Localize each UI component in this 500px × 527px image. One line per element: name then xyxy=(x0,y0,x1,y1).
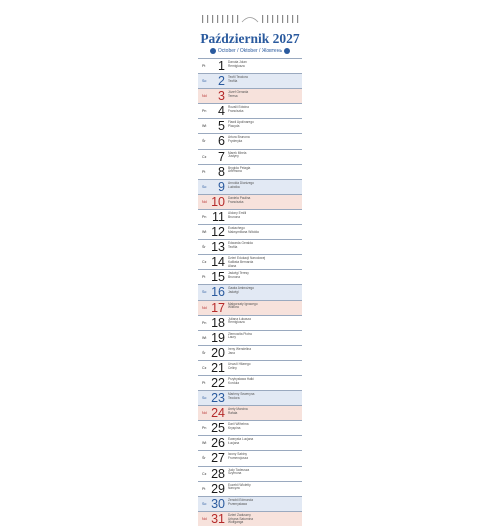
name-days xyxy=(228,182,254,190)
name-day-line: Darii Wilhelma xyxy=(228,422,249,427)
name-days xyxy=(228,303,258,311)
day-of-week: Pn xyxy=(202,320,207,325)
next-month-icon xyxy=(284,48,290,54)
day-row xyxy=(198,466,302,481)
day-number: 25 xyxy=(211,421,225,436)
day-number: 28 xyxy=(211,466,225,481)
name-days xyxy=(228,514,253,525)
day-row xyxy=(198,375,302,390)
name-day-line: Wiktora xyxy=(228,305,239,310)
day-of-week: Śr xyxy=(202,456,206,461)
day-of-week: Śr xyxy=(202,139,206,144)
name-day-line: Euzebii Wioletty xyxy=(228,482,251,487)
day-row xyxy=(198,194,302,209)
day-number: 12 xyxy=(211,225,225,240)
day-row xyxy=(198,179,302,194)
day-number: 22 xyxy=(211,375,225,390)
name-day-line: Flawii Apolinarego xyxy=(228,120,254,125)
name-day-line: Kordula xyxy=(228,380,239,385)
name-days xyxy=(228,423,249,431)
day-of-week: Nd xyxy=(202,516,207,521)
month-translations: October / Oktober / Жовтень xyxy=(217,48,283,54)
name-day-line: Teofil Teodora xyxy=(228,75,248,80)
name-day-line: Łucjana xyxy=(228,441,240,446)
name-days xyxy=(228,469,249,477)
day-of-week: Pt xyxy=(202,486,206,491)
name-day-line: Teresa xyxy=(228,93,238,98)
day-of-week: Wt xyxy=(202,124,207,129)
spiral-coil xyxy=(217,15,218,23)
name-day-line: Remigiusza xyxy=(228,63,245,68)
day-row xyxy=(198,360,302,375)
day-of-week: Pn xyxy=(202,109,207,114)
day-row xyxy=(198,330,302,345)
day-row xyxy=(198,315,302,330)
spiral-coil xyxy=(232,15,233,23)
name-day-line: Justyny xyxy=(228,154,239,159)
spiral-coil xyxy=(277,15,278,23)
name-days xyxy=(228,393,254,401)
name-day-line: Frumencjusza xyxy=(228,456,249,461)
day-row xyxy=(198,149,302,164)
name-day-line: Placyda xyxy=(228,124,240,129)
name-day-line: Małgorzaty Ignacego xyxy=(228,301,258,306)
name-days xyxy=(228,272,249,280)
name-day-line: Daniela Paulina xyxy=(228,195,251,200)
name-day-line: Jadwigi xyxy=(228,290,239,295)
day-number: 19 xyxy=(211,330,225,345)
name-days xyxy=(228,167,250,175)
day-row xyxy=(198,450,302,465)
day-of-week: Wt xyxy=(202,441,207,446)
day-of-week: Wt xyxy=(202,230,207,235)
name-day-line: Kryspina xyxy=(228,426,241,431)
name-days xyxy=(228,91,248,99)
name-days xyxy=(228,408,248,416)
day-row xyxy=(198,284,302,299)
name-day-line: Gawła Ambrożego xyxy=(228,286,255,291)
name-day-line: Franciszka xyxy=(228,199,244,204)
day-number: 13 xyxy=(211,240,225,255)
name-day-line: Przybysława Halki xyxy=(228,376,254,381)
day-of-week: Śr xyxy=(202,245,206,250)
name-day-line: Marleny Seweryna xyxy=(228,392,255,397)
day-of-week: Nd xyxy=(202,411,207,416)
name-days xyxy=(228,61,247,69)
name-day-line: Arety Marcina xyxy=(228,407,248,412)
name-days xyxy=(228,121,254,129)
day-row xyxy=(198,481,302,496)
day-number: 20 xyxy=(211,345,225,360)
day-row xyxy=(198,420,302,435)
day-number: 24 xyxy=(211,406,225,421)
day-of-week: Pt xyxy=(202,64,206,68)
day-number: 23 xyxy=(211,391,225,406)
day-number: 5 xyxy=(218,119,225,134)
day-row xyxy=(198,496,302,511)
name-days xyxy=(228,197,250,205)
name-day-line: Iwony Sabiny xyxy=(228,452,247,457)
day-of-week: Pn xyxy=(202,426,207,431)
name-day-line: Franciszka xyxy=(228,109,244,114)
day-of-week: Nd xyxy=(202,305,207,310)
name-day-line: Jana xyxy=(228,350,235,355)
name-day-line: Brunona xyxy=(228,214,241,219)
day-row xyxy=(198,269,302,284)
name-day-line: Zenobii Edmunda xyxy=(228,497,253,502)
name-day-line: Laury xyxy=(228,335,236,340)
name-day-line: Judy Tadeusza xyxy=(228,467,250,472)
day-row xyxy=(198,300,302,315)
name-day-line: Marek Mirela xyxy=(228,150,247,155)
day-of-week: So xyxy=(202,501,207,506)
name-days xyxy=(228,484,251,492)
day-row xyxy=(198,58,302,73)
name-day-line: Narcyza xyxy=(228,486,240,491)
day-of-week: Wt xyxy=(202,335,207,340)
day-of-week: Nd xyxy=(202,94,207,99)
day-row xyxy=(198,73,302,88)
month-subtitle xyxy=(198,46,302,56)
day-number: 14 xyxy=(211,255,225,270)
name-day-line: Juliana Łukasza xyxy=(228,316,251,321)
spiral-coil xyxy=(287,15,288,23)
name-day-line: Szymona xyxy=(228,471,242,476)
day-row xyxy=(198,209,302,224)
name-day-line: Brygida Pelagia xyxy=(228,165,251,170)
day-number: 7 xyxy=(218,149,225,164)
name-days xyxy=(228,378,254,386)
name-days xyxy=(228,76,248,84)
spiral-coil xyxy=(222,15,223,23)
name-day-line: Urbana Saturnina xyxy=(228,516,253,521)
day-number: 21 xyxy=(211,360,225,375)
spiral-coil xyxy=(297,15,298,23)
name-day-line: Eustachego xyxy=(228,226,245,231)
day-row xyxy=(198,164,302,179)
name-day-line: Rozalii Edwina xyxy=(228,105,249,110)
prev-month-icon xyxy=(210,48,216,54)
name-day-line: Dzień Zaduszny xyxy=(228,512,251,517)
day-row xyxy=(198,405,302,420)
name-day-line: Ziemowita Piotra xyxy=(228,331,252,336)
day-of-week: Cz xyxy=(202,471,207,476)
name-day-line: Ewarysta Lucjana xyxy=(228,437,254,442)
day-row xyxy=(198,133,302,148)
day-of-week: Pt xyxy=(202,380,206,385)
name-day-line: Edwarda Geralda xyxy=(228,241,253,246)
name-day-line: Maksymiliana Witolda xyxy=(228,229,259,234)
name-day-line: Ludwika xyxy=(228,184,240,189)
day-of-week: Pt xyxy=(202,275,206,280)
name-days xyxy=(228,348,251,356)
day-number: 1 xyxy=(218,59,225,73)
day-number: 11 xyxy=(212,209,225,224)
day-of-week: Pn xyxy=(202,214,207,219)
day-row xyxy=(198,118,302,133)
name-day-line: Wolfganga xyxy=(228,520,244,525)
day-row xyxy=(198,435,302,450)
day-row xyxy=(198,103,302,118)
name-day-line: Teofila xyxy=(228,78,238,83)
name-day-line: Celiny xyxy=(228,365,237,370)
day-of-week: Pt xyxy=(202,169,206,174)
day-number: 8 xyxy=(218,164,225,179)
day-row xyxy=(198,345,302,360)
day-number: 29 xyxy=(211,481,225,496)
name-day-line: Dzień Edukacji Narodowej xyxy=(228,256,266,261)
wall-calendar xyxy=(198,14,302,526)
spiral-coil xyxy=(237,15,238,23)
month-title: Październik 2027 xyxy=(200,31,300,46)
name-days xyxy=(228,333,252,341)
day-number: 9 xyxy=(218,179,225,194)
name-days xyxy=(228,106,249,114)
day-row xyxy=(198,254,302,269)
name-day-line: Rafała xyxy=(228,410,238,415)
day-number: 15 xyxy=(211,270,225,285)
day-number: 17 xyxy=(211,300,225,315)
day-of-week: So xyxy=(202,396,207,401)
day-of-week: So xyxy=(202,184,207,189)
spiral-coil xyxy=(267,15,268,23)
name-day-line: Teofila xyxy=(228,244,238,249)
name-days xyxy=(228,242,253,250)
day-row xyxy=(198,390,302,405)
day-row xyxy=(198,88,302,103)
name-day-line: Kaliksta Bernarda xyxy=(228,260,254,265)
day-of-week: Cz xyxy=(202,154,207,159)
name-day-line: Artemona xyxy=(228,169,242,174)
name-days xyxy=(228,287,254,295)
day-number: 16 xyxy=(211,285,225,300)
name-day-line: Brunona xyxy=(228,275,241,280)
day-number: 30 xyxy=(211,496,225,511)
spiral-coil xyxy=(262,15,263,23)
day-number: 18 xyxy=(211,315,225,330)
day-row xyxy=(198,511,302,526)
spiral-coil xyxy=(207,15,208,23)
day-number: 3 xyxy=(218,89,225,104)
day-of-week: So xyxy=(202,290,207,295)
day-of-week: Nd xyxy=(202,199,207,204)
name-days xyxy=(228,257,265,268)
name-day-line: Aldony Emilii xyxy=(228,210,247,215)
spiral-binding xyxy=(198,14,302,24)
name-days xyxy=(228,453,248,461)
name-day-line: Urszuli Hilarego xyxy=(228,361,251,366)
day-number: 26 xyxy=(211,436,225,451)
name-day-line: Fryderyka xyxy=(228,139,243,144)
name-day-line: Ireny Wendelina xyxy=(228,346,251,351)
name-day-line: Józef Gerarda xyxy=(228,90,249,95)
day-number: 31 xyxy=(211,511,225,526)
name-days xyxy=(228,136,250,144)
name-day-line: Artura Brunona xyxy=(228,135,250,140)
day-number: 6 xyxy=(218,134,225,149)
day-number: 27 xyxy=(211,451,225,466)
spiral-coil xyxy=(272,15,273,23)
spiral-coil xyxy=(212,15,213,23)
day-of-week: Cz xyxy=(202,365,207,370)
day-of-week: So xyxy=(202,79,207,84)
name-day-line: Teodora xyxy=(228,395,240,400)
day-of-week: Śr xyxy=(202,350,206,355)
day-row xyxy=(198,239,302,254)
spiral-coil xyxy=(282,15,283,23)
day-number: 10 xyxy=(211,194,225,209)
name-day-line: Alana xyxy=(228,263,237,268)
name-day-line: Arnolda Dionizego xyxy=(228,180,255,185)
name-days xyxy=(228,152,246,160)
name-day-line: Jadwigi Teresy xyxy=(228,271,249,276)
name-days xyxy=(228,363,251,371)
spiral-coil xyxy=(292,15,293,23)
name-days xyxy=(228,438,253,446)
day-number: 4 xyxy=(218,104,225,119)
name-day-line: Remigiusza xyxy=(228,320,245,325)
spiral-coil xyxy=(227,15,228,23)
day-of-week: Cz xyxy=(202,260,207,265)
name-day-line: Przemysława xyxy=(228,501,247,506)
days-list xyxy=(198,58,302,526)
name-day-line: Danuta Jolan xyxy=(228,60,247,64)
name-days xyxy=(228,318,251,326)
name-days xyxy=(228,227,259,235)
day-row xyxy=(198,224,302,239)
name-days xyxy=(228,212,246,220)
day-number: 2 xyxy=(218,74,225,89)
spiral-coil xyxy=(202,15,203,23)
